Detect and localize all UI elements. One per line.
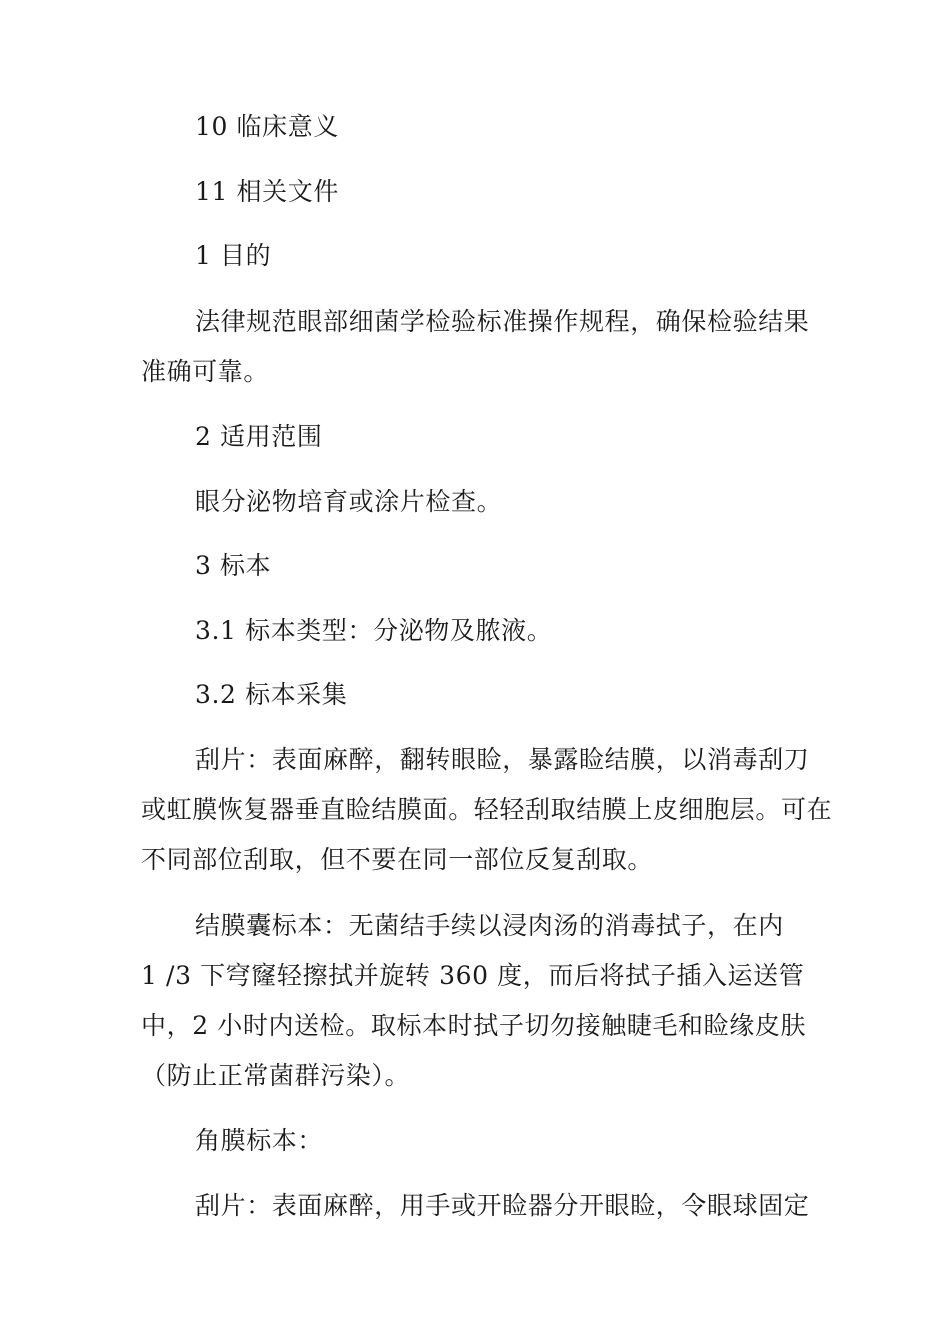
section-heading-10: 10 临床意义	[195, 112, 339, 141]
conjunctival-line-1: 结膜囊标本：无菌结手续以浸肉汤的消毒拭子，在内	[195, 911, 784, 940]
conjunctival-line-4: （防止正常菌群污染）。	[141, 1061, 411, 1090]
section-heading-1: 1 目的	[195, 241, 272, 270]
scraping-line-2: 或虹膜恢复器垂直睑结膜面。轻轻刮取结膜上皮细胞层。可在	[141, 795, 833, 824]
conjunctival-line-3: 中，2 小时内送检。取标本时拭子切勿接触睫毛和睑缘皮肤	[141, 1011, 807, 1040]
cornea-scraping-line-1: 刮片：表面麻醉，用手或开睑器分开眼睑，令眼球固定	[195, 1191, 810, 1220]
section-heading-11: 11 相关文件	[195, 177, 339, 206]
section-heading-3-2: 3.2 标本采集	[195, 680, 348, 709]
scraping-line-1: 刮片：表面麻醉，翻转眼睑，暴露睑结膜，以消毒刮刀	[195, 745, 810, 774]
cornea-heading: 角膜标本：	[195, 1126, 324, 1155]
section-heading-3: 3 标本	[195, 551, 272, 580]
purpose-line-1: 法律规范眼部细菌学检验标准操作规程，确保检验结果	[195, 307, 810, 336]
section-heading-2: 2 适用范围	[195, 422, 323, 451]
purpose-line-2: 准确可靠。	[141, 357, 270, 386]
scraping-line-3: 不同部位刮取，但不要在同一部位反复刮取。	[141, 845, 654, 874]
conjunctival-line-2: 1 /3 下穹窿轻擦拭并旋转 360 度，而后将拭子插入运送管	[141, 961, 805, 990]
scope-text: 眼分泌物培育或涂片检查。	[195, 487, 503, 516]
section-heading-3-1: 3.1 标本类型：分泌物及脓液。	[195, 616, 553, 645]
